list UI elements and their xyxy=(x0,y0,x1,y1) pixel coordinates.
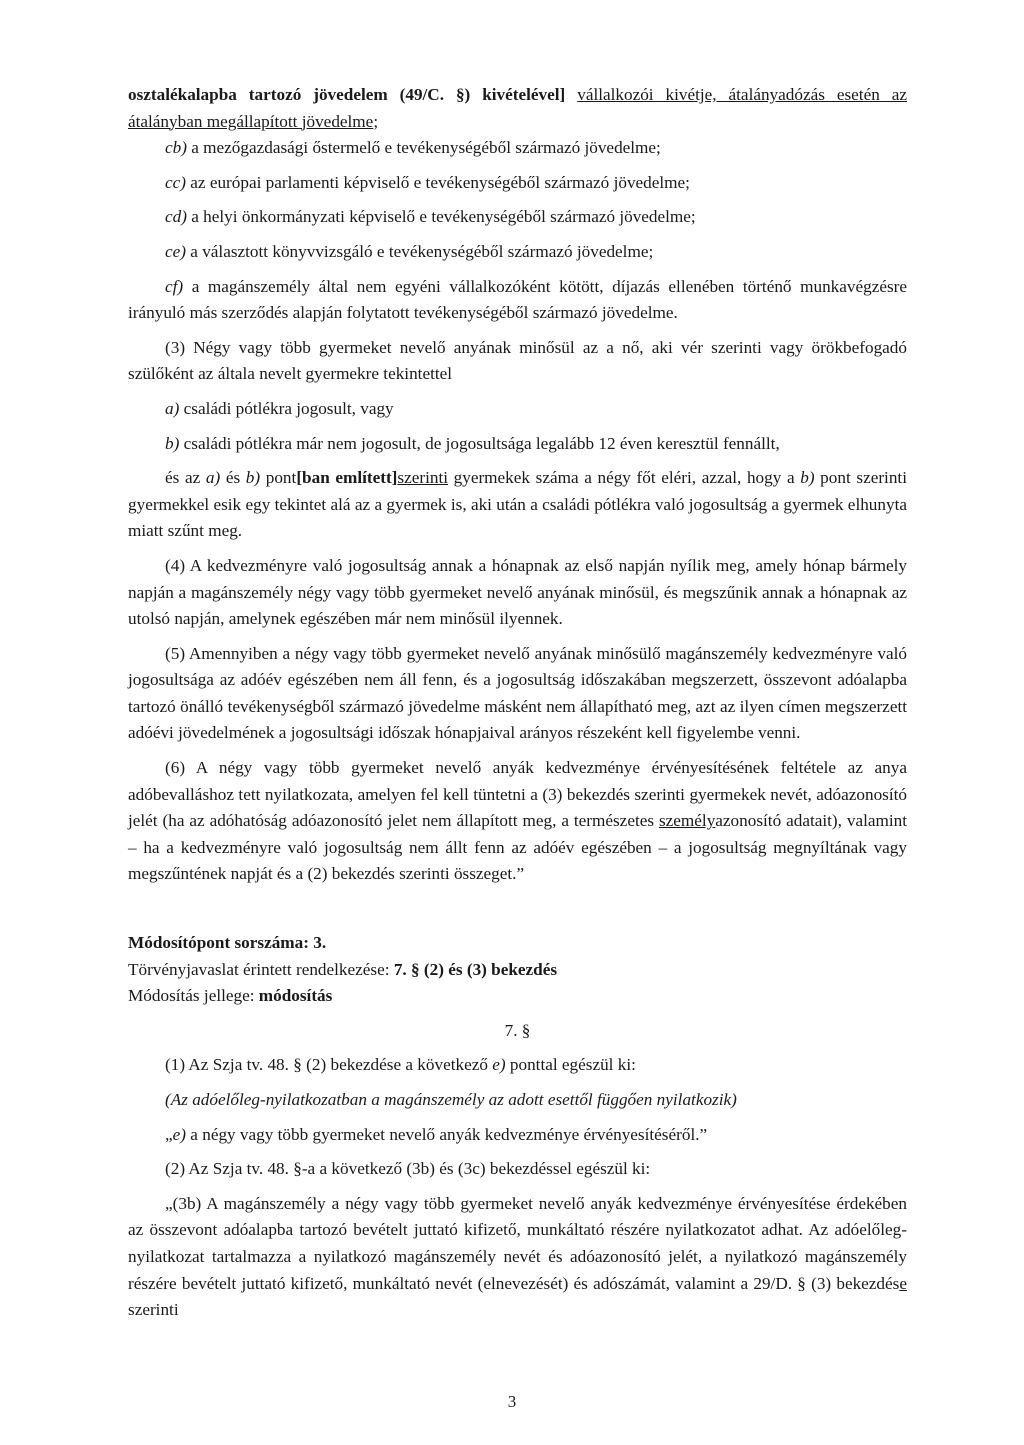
inserted-text: e xyxy=(899,1273,907,1293)
page-number: 3 xyxy=(507,1392,517,1411)
point-cb: cb) a mezőgazdasági őstermelő e tevékenységéből származó jövedelme; xyxy=(165,138,661,158)
amendment-number: Módosítópont sorszáma: 3. xyxy=(128,933,327,953)
section-paragraph-1: (1) Az Szja tv. 48. § (2) bekezdése a következő e) ponttal egészül ki: xyxy=(165,1055,636,1075)
struck-text: [ban említett] xyxy=(296,468,398,488)
point-cc: cc) az európai parlamenti képviselő e tevékenységéből származó jövedelme; xyxy=(165,172,690,192)
paragraph-4: (4) A kedvezményre való jogosultság annak a hónapnak az első napján nyílik meg, amely hónap bármely napján a magánszemély négy vagy több gyermeket nevelő anyának minősül, és megszűnik annak a hónapnak az utolsó napján, amelynek egészében már nem minősül ilyennek. xyxy=(128,555,907,629)
point-a: a) családi pótlékra jogosult, vagy xyxy=(165,398,394,418)
paragraph-3b: „(3b) A magánszemély a négy vagy több gyermeket nevelő anyák kedvezménye érvényesítése érdekében az összevont adóalapba tartozó bevételt juttató kifizető, munkáltató részére nyilatkozatot adhat. Az adóelőleg-nyilatkozat tartalmazza a nyilatkozó magánszemély nevét és adóazonosító jelét, a nyilatkozó magánszemély részére bevételt juttató kifizető, munkáltató nevét (elnevezését) és adószámát, valamint a 29/D. § (3) bekezdése szerinti xyxy=(128,1193,907,1320)
point-cd: cd) a helyi önkormányzati képviselő e tevékenységéből származó jövedelme; xyxy=(165,207,696,227)
struck-text: osztalékalapba tartozó jövedelem (49/C. §) kivételével] xyxy=(128,85,566,104)
paragraph-3: (3) Négy vagy több gyermeket nevelő anyának minősül az a nő, aki vér szerinti vagy örökbefogadó szülőként az általa nevelt gyermekre tekintettel xyxy=(128,337,907,384)
paragraph-5: (5) Amennyiben a négy vagy több gyermeket nevelő anyának minősülő magánszemély kedvezményre való jogosultsága az adóév egészében nem áll fenn, és a jogosultság időszakában megszerzett, összevont adóalapba tartozó önálló tevékenységből származó jövedelme másként nem állapítható meg, azt az ilyen címen megszerzett adóévi jövedelmének a jogosultsági időszak hónapjaival arányos részeként kell figyelembe venni. xyxy=(128,643,907,743)
section-heading: 7. § xyxy=(504,1020,531,1040)
amendment-provision: Törvényjavaslat érintett rendelkezése: 7. § (2) és (3) bekezdés xyxy=(128,959,558,979)
inserted-text: vállalkozói kivétje, átalányadózás esetén az átalányban megállapított jövedelme xyxy=(128,85,908,131)
section-paragraph-2: (2) Az Szja tv. 48. §-a a következő (3b) és (3c) bekezdéssel egészül ki: xyxy=(165,1159,651,1179)
document-body xyxy=(128,82,907,1332)
amendment-type: Módosítás jellege: módosítás xyxy=(128,986,333,1006)
paragraph-6: (6) A négy vagy több gyermeket nevelő anyák kedvezménye érvényesítésének feltétele az anya adóbevalláshoz tett nyilatkozata, amelyen fel kell tüntetni a (3) bekezdés szerinti gyermekek nevét, adóazonosító jelét (ha az adóhatóság adóazonosító jelet nem állapított meg, a természetes személyazonosító adatait), valamint – ha a kedvezményre való jogosultság nem állt fenn az adóév egészében – a jogosultság megnyíltának vagy megszűntének napját és a (2) bekezdés szerinti összeget.” xyxy=(128,758,907,884)
section-context-note: (Az adóelőleg-nyilatkozatban a magánszemély az adott esettől függően nyilatkozik) xyxy=(165,1090,737,1109)
point-b: b) családi pótlékra már nem jogosult, de jogosultsága legalább 12 éven keresztül fennállt, xyxy=(165,433,780,453)
point-cf: cf) a magánszemély által nem egyéni vállalkozóként kötött, díjazás ellenében történő munkavégzésre irányuló más szerződés alapján folytatott tevékenységéből származó jövedelme. xyxy=(128,276,907,323)
point-ce: ce) a választott könyvvizsgáló e tevékenységéből származó jövedelme; xyxy=(165,241,654,261)
paragraph-c-cont: osztalékalapba tartozó jövedelem (49/C. §) kivételével] vállalkozói kivétje, átalányadózás esetén az átalányban megállapított jövedelme; xyxy=(128,85,908,131)
section-point-e: „e) a négy vagy több gyermeket nevelő anyák kedvezménye érvényesítéséről.” xyxy=(165,1124,708,1144)
paragraph-3-closing: és az a) és b) pont[ban említett]szerinti gyermekek száma a négy főt eléri, azzal, hogy a b) pont szerinti gyermekkel esik egy tekintet alá az a gyermek is, aki után a családi pótlékra való jogosultság a gyermek elhunyta miatt szűnt meg. xyxy=(128,468,907,541)
inserted-text: szerinti xyxy=(397,468,448,488)
inserted-text: személy xyxy=(658,811,716,831)
